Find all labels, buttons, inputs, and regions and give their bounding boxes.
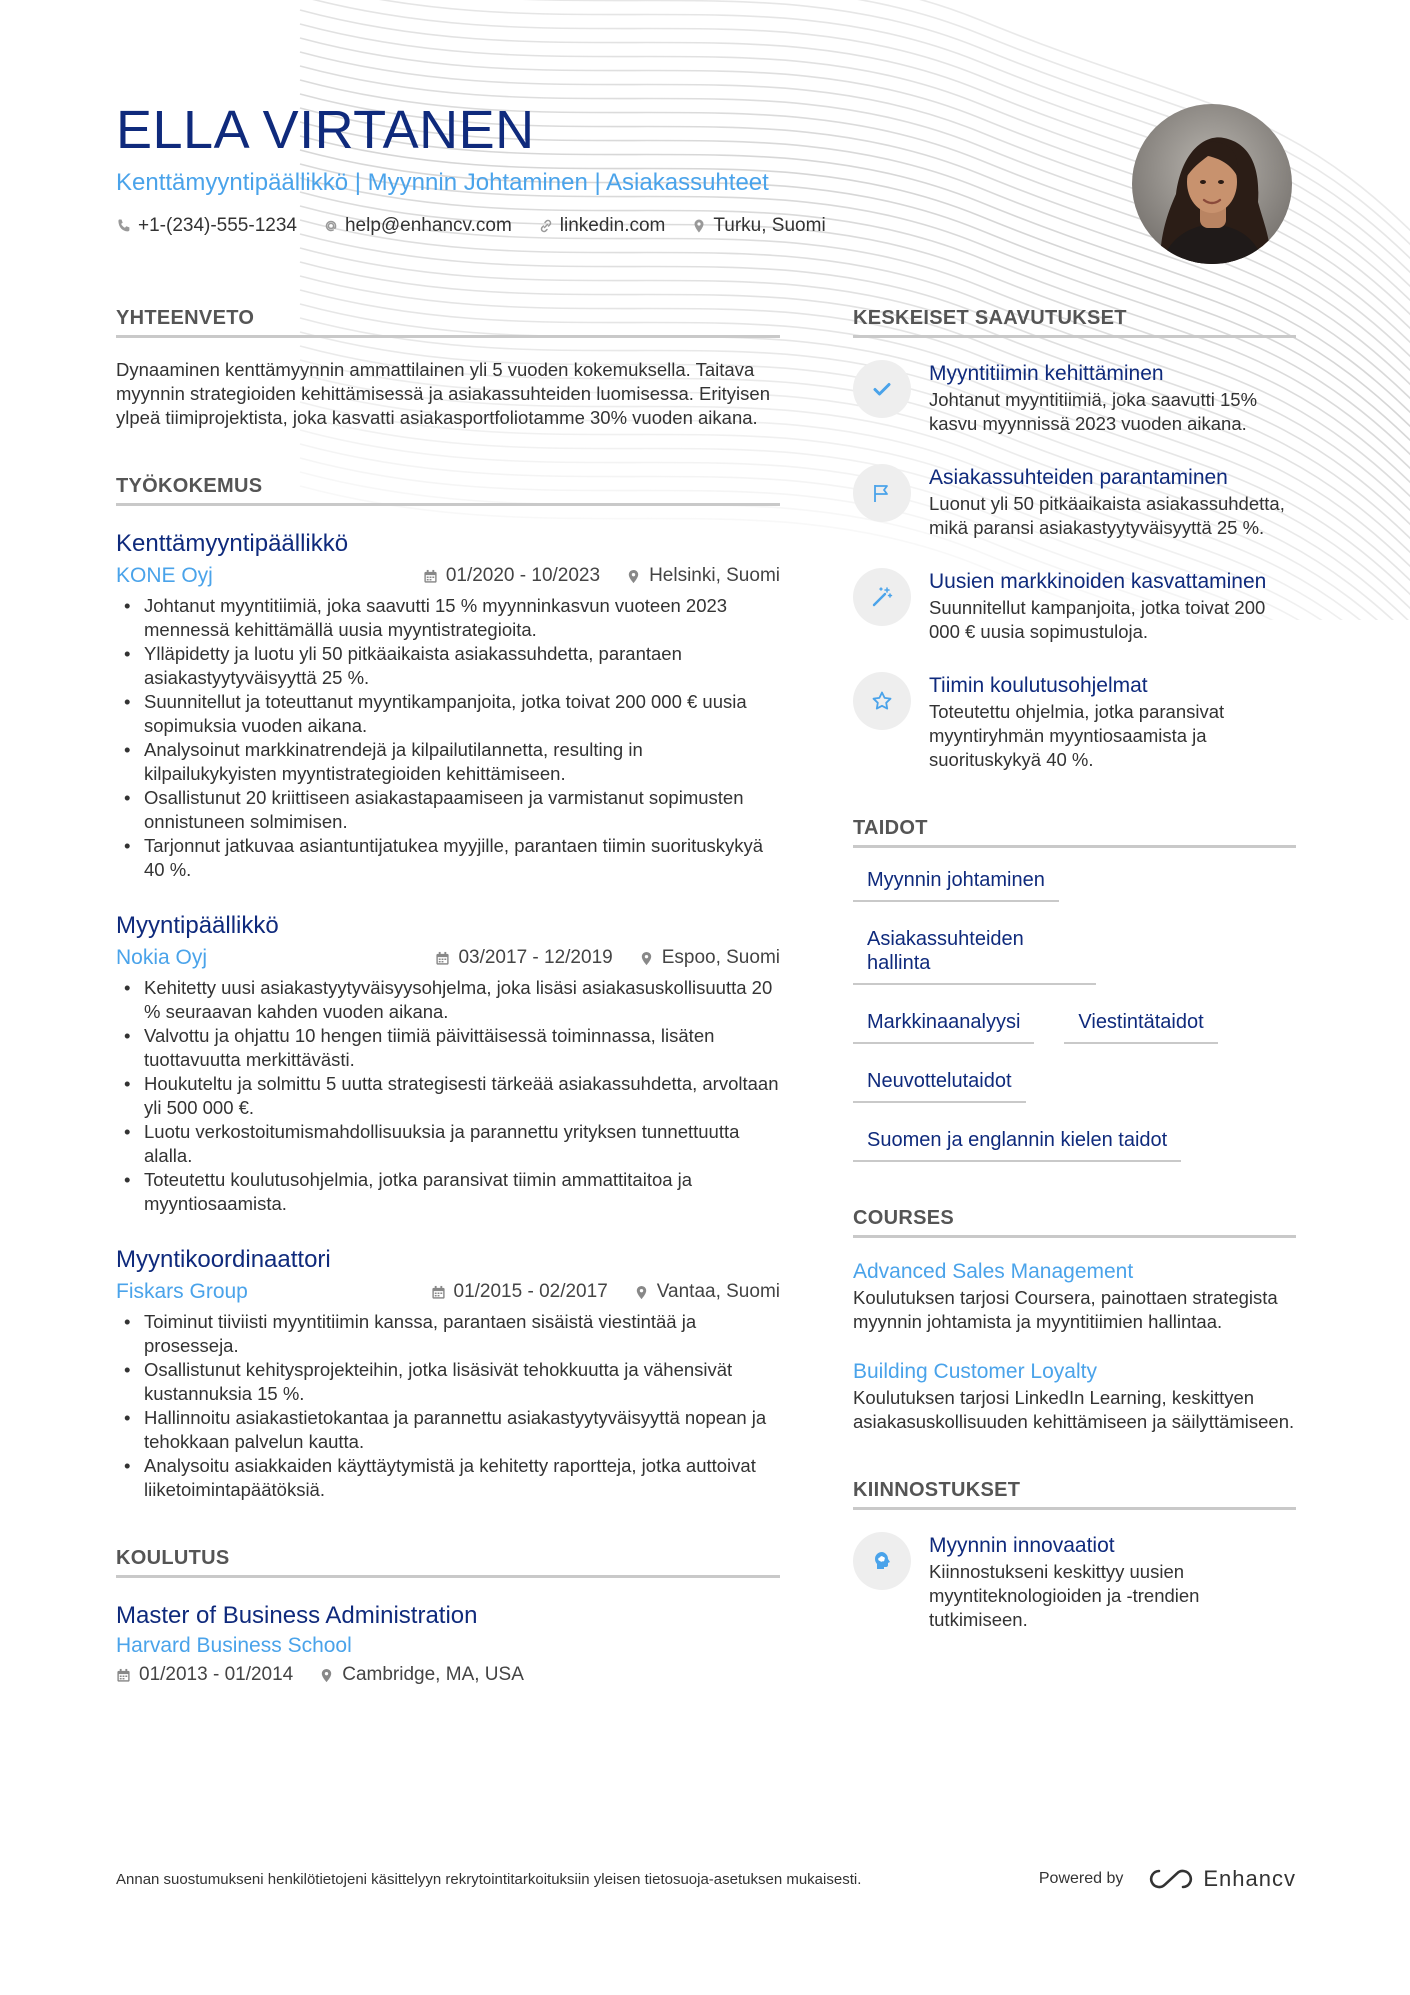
resume-header [116,100,1096,240]
job-date-location [431,1281,780,1303]
job-location-text: Espoo, Suomi [661,947,780,968]
achievement-text: Suunnitellut kampanjoita, jotka toivat 200 000 € uusia sopimustuloja. [929,597,1266,642]
contact-email[interactable] [323,212,512,240]
job-bullet: • Toiminut tiiviisti myyntitiimin kanssa, parantaen sisäistä viestintää ja prosesseja. [116,1310,780,1358]
email-text: help@enhancv.com [344,215,512,236]
achievement-title: Asiakassuhteiden parantaminen [929,466,1228,489]
education-entry [116,1600,780,1686]
job-bullet: • Luotu verkostoitumismahdollisuuksia ja parannettu yrityksen tunnettuutta alalla. [116,1120,780,1168]
brain-head-icon [870,1549,894,1573]
left-column [116,306,780,1730]
location-text: Turku, Suomi [713,215,826,236]
skill-tag: Asiakassuhteiden hallinta [853,925,1096,985]
calendar-icon [431,1285,446,1300]
job-bullet: • Johtanut myyntitiimiä, joka saavutti 15 % myynninkasvun vuoteen 2023 mennessä kehittämällä uusia myyntistrategioita. [116,594,780,642]
achievement-title: Myyntitiimin kehittäminen [929,362,1164,385]
job-bullet: • Valvottu ja ohjattu 10 hengen tiimiä päivittäisessä toiminnassa, lisäten tuottavuutta merkittävästi. [116,1024,780,1072]
company-name: Nokia Oyj [116,946,208,969]
job-meta [116,562,780,590]
job-bullet: • Osallistunut 20 kriittiseen asiakastapaamiseen ja varmistanut sopimusten onnistuneen solmimisen. [116,786,780,834]
courses-section [853,1206,1296,1434]
contact-bar [116,212,1096,240]
achievement-title: Tiimin koulutusohjelmat [929,674,1148,697]
achievement-text: Luonut yli 50 pitkäaikaista asiakassuhdetta, mikä paransi asiakastyytyväisyyttä 25 %. [929,493,1285,538]
achievement-text: Toteutettu ohjelmia, jotka paransivat myyntiryhmän myyntiosaamista ja suorituskykyä 40 %. [929,701,1225,770]
summary-heading: YHTEENVETO [116,306,780,338]
job-bullet: • Toteutettu koulutusohjelmia, jotka paransivat tiimin ammattitaitoa ja myyntiosaamista. [116,1168,780,1216]
gdpr-consent-text: Annan suostumukseni henkilötietojeni käsittelyyn rekrytointitarkoituksiin yleisen tietosuoja-asetuksen mukaisesti. [116,1870,862,1888]
profile-photo [1132,104,1292,264]
interests-heading: KIINNOSTUKSET [853,1478,1296,1510]
job-bullets [116,976,780,1216]
education-dates-text: 01/2013 - 01/2014 [139,1664,294,1685]
job-bullets [116,1310,780,1502]
achievements-heading: KESKEISET SAAVUTUKSET [853,306,1296,338]
achievement-item [853,360,1296,436]
job-bullets [116,594,780,882]
achievement-icon-badge [853,360,911,418]
interest-text: Kiinnostukseni keskittyy uusien myyntiteknologioiden ja -trendien tutkimiseen. [929,1561,1200,1630]
job-dates [423,565,600,587]
enhancv-logo-icon [1149,1867,1193,1891]
check-icon [870,377,894,401]
calendar-icon [116,1668,131,1683]
course-text: Koulutuksen tarjosi LinkedIn Learning, keskittyen asiakasuskollisuuden kehittämiseen ja säilyttämiseen. [853,1387,1295,1432]
achievements-section [853,306,1296,772]
interest-item [853,1532,1296,1632]
achievement-icon-badge [853,568,911,626]
interests-section [853,1478,1296,1632]
interest-body [929,1532,1296,1632]
achievement-body [929,672,1296,772]
job-meta [116,944,780,972]
location-pin-icon [639,951,654,966]
skill-tag: Markkinaanalyysi [853,1008,1034,1044]
job-dates-text: 01/2015 - 02/2017 [453,1281,608,1302]
job-bullet: • Houkuteltu ja solmittu 5 uutta strategisesti tärkeää asiakassuhdetta, arvoltaan yli 500 000 €. [116,1072,780,1120]
education-section [116,1546,780,1686]
skill-tag: Viestintätaidot [1064,1008,1217,1044]
job-date-location [423,565,780,587]
job-bullet: • Suunnitellut ja toteuttanut myyntikampanjoita, jotka toivat 200 000 € uusia sopimuksia vuoden aikana. [116,690,780,738]
degree-title: Master of Business Administration [116,1602,478,1629]
enhancv-logo[interactable] [1149,1866,1296,1892]
profile-photo-illustration [1132,104,1292,264]
education-meta [116,1664,780,1686]
phone-text: +1-(234)-555-1234 [138,215,297,236]
enhancv-logo-text: Enhancv [1203,1866,1296,1891]
experience-heading: TYÖKOKEMUS [116,474,780,506]
education-heading: KOULUTUS [116,1546,780,1578]
interest-icon-badge [853,1532,911,1590]
skills-list [853,866,1296,1162]
job-bullet: • Ylläpidetty ja luotu yli 50 pitkäaikaista asiakassuhdetta, parantaen asiakastyytyväisyyttä 25 %. [116,642,780,690]
education-location-text: Cambridge, MA, USA [342,1664,524,1685]
job-dates [435,947,612,969]
job-location [639,947,780,969]
job-entry [116,1244,780,1502]
achievement-item [853,672,1296,772]
course-item [853,1258,1296,1334]
magic-wand-icon [870,585,894,609]
achievement-icon-badge [853,464,911,522]
contact-location [691,212,825,240]
job-title: Myyntikoordinaattori [116,1246,331,1273]
skill-tag: Suomen ja englannin kielen taidot [853,1126,1181,1162]
contact-linkedin[interactable] [538,212,666,240]
star-icon [870,689,894,713]
achievement-body [929,360,1296,436]
location-pin-icon [634,1285,649,1300]
job-title: Myyntipäällikkö [116,912,279,939]
job-entry [116,528,780,882]
link-icon [538,218,554,234]
job-bullet: • Tarjonnut jatkuvaa asiantuntijatukea myyjille, parantaen tiimin suorituskykyä 40 %. [116,834,780,882]
achievement-body [929,568,1296,644]
job-bullet: • Analysoinut markkinatrendejä ja kilpailutilannetta, resulting in kilpailukykyisten myyntistrategioiden kehittämiseen. [116,738,780,786]
experience-section [116,474,780,1502]
job-bullet: • Analysoitu asiakkaiden käyttäytymistä ja kehitetty raportteja, jotka auttoivat liiketoimintapäätöksiä. [116,1454,780,1502]
course-text: Koulutuksen tarjosi Coursera, painottaen strategista myynnin johtamista ja myyntitiimien hallintaa. [853,1287,1278,1332]
location-pin-icon [691,218,707,234]
achievement-icon-badge [853,672,911,730]
flag-icon [870,481,894,505]
job-bullet: • Kehitetty uusi asiakastyytyväisyysohjelma, joka lisäsi asiakasuskollisuutta 20 % seuraavan kahden vuoden aikana. [116,976,780,1024]
candidate-name: ELLA VIRTANEN [116,100,535,160]
job-bullet: • Hallinnoitu asiakastietokantaa ja parannettu asiakastyytyväisyyttä nopean ja tehokkaan palvelun kautta. [116,1406,780,1454]
job-dates-text: 03/2017 - 12/2019 [458,947,613,968]
right-column [853,306,1296,1676]
powered-by-label: Powered by [1038,1870,1124,1887]
powered-by [1039,1866,1296,1892]
achievement-text: Johtanut myyntitiimiä, joka saavutti 15% kasvu myynnissä 2023 vuoden aikana. [929,389,1258,434]
school-name: Harvard Business School [116,1634,352,1657]
course-title: Building Customer Loyalty [853,1360,1097,1383]
education-location [319,1664,524,1686]
achievement-title: Uusien markkinoiden kasvattaminen [929,570,1267,593]
calendar-icon [435,951,450,966]
course-item [853,1358,1296,1434]
courses-heading: COURSES [853,1206,1296,1238]
calendar-icon [423,569,438,584]
job-dates-text: 01/2020 - 10/2023 [445,565,601,586]
job-date-location [435,947,780,969]
job-location [626,565,780,587]
skill-tag: Myynnin johtaminen [853,866,1059,902]
skill-tag: Neuvottelutaidot [853,1067,1026,1103]
job-location-text: Helsinki, Suomi [649,565,780,586]
skills-heading: TAIDOT [853,816,1296,848]
skills-section [853,816,1296,1162]
company-name: Fiskars Group [116,1280,248,1303]
job-location-text: Vantaa, Suomi [656,1281,780,1302]
page-footer [116,1866,1296,1892]
company-name: KONE Oyj [116,564,213,587]
job-entry [116,910,780,1216]
course-title: Advanced Sales Management [853,1260,1134,1283]
at-icon [323,218,339,234]
job-bullet: • Osallistunut kehitysprojekteihin, jotka lisäsivät tehokkuutta ja vähensivät kustannuksia 15 %. [116,1358,780,1406]
achievement-body [929,464,1296,540]
location-pin-icon [319,1668,334,1683]
job-meta [116,1278,780,1306]
linkedin-text: linkedin.com [559,215,666,236]
headline: Kenttämyyntipäällikkö | Myynnin Johtaminen | Asiakassuhteet [116,169,769,196]
contact-phone[interactable] [116,212,297,240]
achievement-item [853,464,1296,540]
location-pin-icon [626,569,641,584]
summary-text: Dynaaminen kenttämyynnin ammattilainen yli 5 vuoden kokemuksella. Taitava myynnin strategioiden kehittämisessä ja asiakassuhteiden luomisessa. Erityisen ylpeä tiimiprojektista, joka kasvatti asiakasportfoliotamme 30% vuoden aikana. [116,359,770,428]
education-dates [116,1664,293,1686]
achievement-item [853,568,1296,644]
summary-section [116,306,780,430]
job-dates [431,1281,608,1303]
job-title: Kenttämyyntipäällikkö [116,530,349,557]
interest-title: Myynnin innovaatiot [929,1534,1115,1557]
job-location [634,1281,780,1303]
phone-icon [116,218,132,234]
